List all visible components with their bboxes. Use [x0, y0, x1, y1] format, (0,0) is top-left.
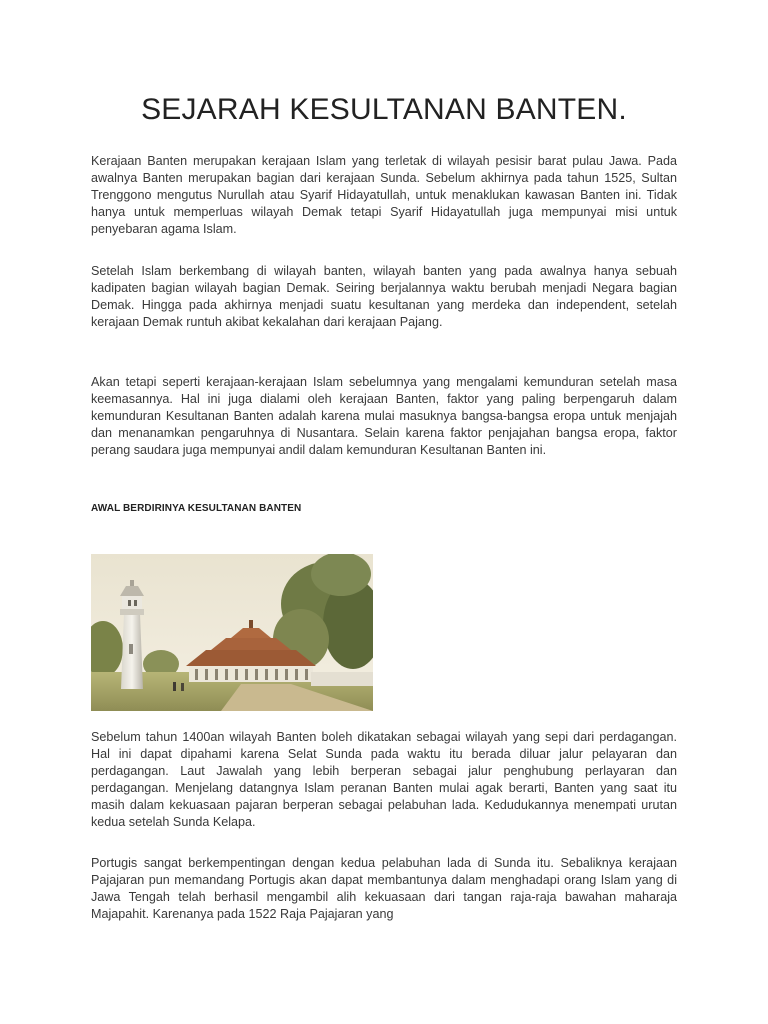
- paragraph-3: Akan tetapi seperti kerajaan-kerajaan Islam sebelumnya yang mengalami kemunduran setelah masa keemasannya. Hal ini juga dialami oleh kerajaan Banten, faktor yang paling berpengaruh dalam kemunduran Kesultanan Banten adalah karena mulai masuknya bangsa-bangsa eropa untuk menjajah dan menanamkan pengaruhnya di Nusantara. Selain karena faktor penjajahan bangsa eropa, faktor perang saudara juga mempunyai andil dalam kemunduran Kesultanan Banten ini.: [91, 375, 677, 458]
- mosque-illustration: [91, 554, 373, 711]
- section-heading: AWAL BERDIRINYA KESULTANAN BANTEN: [91, 503, 302, 514]
- paragraph-4: Sebelum tahun 1400an wilayah Banten boleh dikatakan sebagai wilayah yang sepi dari perdagangan. Hal ini dapat dipahami karena Selat Sunda pada waktu itu berada diluar jalur pelayaran dan perdagangan. Laut Jawalah yang lebih berperan sebagai jalur penghubung perlayaran dan perdagangan. Menjelang datangnya Islam peranan Banten mulai agak berarti, Banten yang saat itu masih dalam kekuasaan pajaran berperan sebagai pelabuhan lada. Kedudukannya menempati urutan kedua setelah Sunda Kelapa.: [91, 730, 677, 830]
- paragraph-5: Portugis sangat berkempentingan dengan kedua pelabuhan lada di Sunda itu. Sebaliknya kerajaan Pajajaran pun memandang Portugis akan dapat membantunya dalam menghadapi orang Islam yang di Jawa Tengah telah berhasil mengambil alih kekuasaan dari tangan raja-raja bawahan maharaja Majapahit. Karenanya pada 1522 Raja Pajajaran yang: [91, 856, 677, 922]
- paragraph-2: Setelah Islam berkembang di wilayah banten, wilayah banten yang pada awalnya hanya sebuah kadipaten bagian wilayah bagian Demak. Seiring berjalannya waktu berubah menjadi Negara bagian Demak. Hingga pada akhirnya menjadi suatu kesultanan yang merdeka dan independent, setelah kerajaan Demak runtuh akibat kekalahan dari kerajaan Pajang.: [91, 264, 677, 330]
- paragraph-1: Kerajaan Banten merupakan kerajaan Islam yang terletak di wilayah pesisir barat pulau Jawa. Pada awalnya Banten merupakan bagian dari kerajaan Sunda. Sebelum akhirnya pada tahun 1525, Sultan Trenggono mengutus Nurullah atau Syarif Hidayatullah, untuk menaklukan kawasan Banten ini. Tidak hanya untuk memperluas wilayah Demak tetapi Syarif Hidayatullah juga mempunyai misi untuk penyebaran agama Islam.: [91, 154, 677, 237]
- page-title: SEJARAH KESULTANAN BANTEN.: [141, 93, 627, 126]
